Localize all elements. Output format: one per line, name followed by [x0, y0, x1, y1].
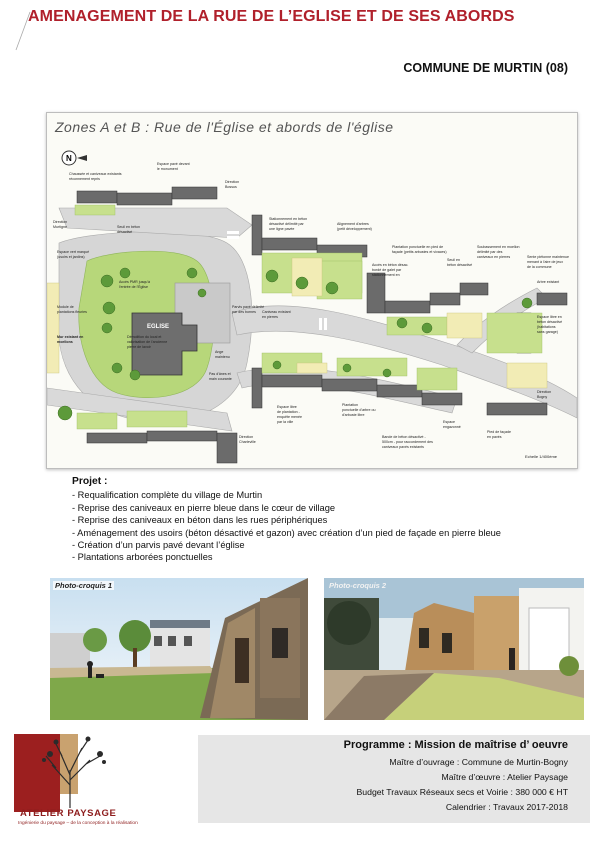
svg-text:Démolition du local et: Démolition du local et	[127, 335, 162, 339]
plan-drawing	[47, 113, 577, 468]
svg-text:Espace pavé devant: Espace pavé devant	[157, 162, 190, 166]
list-item: - Requalification complète du village de Murtin	[72, 490, 263, 501]
svg-text:(usoirs et jardins): (usoirs et jardins)	[57, 255, 85, 259]
svg-text:Espace libre en: Espace libre en	[537, 315, 562, 319]
programme-line: Maître d’œuvre : Atelier Paysage	[441, 772, 568, 782]
list-item: - Aménagement des usoirs (béton désactivé et gazon) avec création d’un pied de façade en pierre bleue	[72, 527, 501, 538]
svg-text:Accès PMR jusqu'à: Accès PMR jusqu'à	[119, 280, 151, 284]
svg-text:de la commune: de la commune	[527, 265, 552, 269]
plan-scale: Echelle 1/400ème	[525, 454, 558, 459]
svg-text:en pavés: en pavés	[487, 435, 502, 439]
svg-text:désactivé: désactivé	[117, 230, 133, 234]
svg-text:Stationnement en béton: Stationnement en béton	[269, 217, 308, 221]
svg-text:Direction: Direction	[53, 220, 68, 224]
svg-text:Espace: Espace	[443, 420, 455, 424]
programme-box	[198, 735, 590, 823]
svg-text:Plantation ponctuelle en pied: Plantation ponctuelle en pied de	[392, 245, 444, 249]
svg-text:béton désactivé: béton désactivé	[537, 320, 563, 324]
svg-text:Ange: Ange	[215, 350, 224, 354]
site-plan	[46, 112, 578, 469]
programme-line: Budget Travaux Réseaux secs et Voirie : 380 000 € HT	[356, 787, 568, 797]
svg-text:500cm - pour raccordement des: 500cm - pour raccordement des	[382, 440, 433, 444]
svg-text:sans garage): sans garage)	[537, 330, 558, 334]
svg-text:Direction: Direction	[537, 390, 552, 394]
svg-text:Bogny: Bogny	[537, 395, 548, 399]
church-label: EGLISE	[147, 324, 170, 330]
svg-text:délimité par des: délimité par des	[477, 250, 503, 254]
svg-text:moellons: moellons	[57, 340, 73, 344]
svg-text:Pas d'ânes et: Pas d'ânes et	[209, 372, 231, 376]
svg-text:l'entrée de l'Église: l'entrée de l'Église	[119, 285, 148, 289]
project-description	[72, 476, 501, 564]
svg-text:d'arbuste libre: d'arbuste libre	[342, 413, 365, 417]
svg-text:maintenu: maintenu	[215, 355, 230, 359]
list-item: - Création d’un parvis pavé devant l’église	[72, 540, 245, 551]
svg-text:ponctuelle d'arbre ou: ponctuelle d'arbre ou	[342, 408, 376, 412]
svg-text:Arbre existant: Arbre existant	[537, 280, 560, 284]
svg-text:Chaussée et caniveaux existant: Chaussée et caniveaux existants	[69, 172, 122, 176]
svg-text:une ligne pavée: une ligne pavée	[269, 227, 295, 231]
commune-name: COMMUNE DE MURTIN (08)	[403, 61, 568, 75]
list-item: - Reprise des caniveaux en béton dans les rues périphériques	[72, 515, 328, 526]
photo-sketch-2-image	[324, 578, 584, 720]
svg-text:réconnement repris: réconnement repris	[69, 177, 100, 181]
svg-text:Soubassement en moellon: Soubassement en moellon	[477, 245, 520, 249]
plan-title: Zones A et B : Rue de l'Église et abords de l'église	[55, 119, 394, 135]
svg-text:Module de: Module de	[57, 305, 74, 309]
svg-text:Direction: Direction	[225, 180, 240, 184]
svg-text:béton désactivé: béton désactivé	[447, 263, 473, 267]
svg-text:caniveaux pavés existants: caniveaux pavés existants	[382, 445, 424, 449]
svg-text:Plantation: Plantation	[342, 403, 358, 407]
list-item: - Reprise des caniveaux en pierre bleue dans le cœur de village	[72, 502, 336, 513]
svg-text:main courante: main courante	[209, 377, 232, 381]
svg-text:Espace vert marqué: Espace vert marqué	[57, 250, 90, 254]
svg-text:(habitations: (habitations	[537, 325, 556, 329]
programme-title: Programme : Mission de maîtrise d’ oeuvre	[343, 739, 568, 751]
svg-text:engazonné: engazonné	[443, 425, 461, 429]
svg-text:Parvis pavé délimité: Parvis pavé délimité	[232, 305, 265, 309]
svg-text:par la ville: par la ville	[277, 420, 294, 424]
svg-text:Sente piétonne maintenue: Sente piétonne maintenue	[527, 255, 569, 259]
svg-text:stationnement en: stationnement en	[372, 273, 400, 277]
svg-text:Seuil en béton: Seuil en béton	[117, 225, 140, 229]
svg-text:enquête menée: enquête menée	[277, 415, 302, 419]
photo-sketch-1-caption: Photo-croquis 1	[55, 581, 113, 590]
svg-text:Charleville: Charleville	[239, 440, 256, 444]
svg-text:en pierres: en pierres	[262, 315, 278, 319]
project-heading: Projet :	[72, 476, 108, 487]
svg-text:Pied de façade: Pied de façade	[487, 430, 511, 434]
north-label: N	[66, 154, 72, 163]
svg-text:(petit développement): (petit développement)	[337, 227, 372, 231]
photo-sketch-1-image	[50, 578, 308, 720]
svg-text:par des bornes: par des bornes	[232, 310, 256, 314]
svg-text:Accès en béton désac.: Accès en béton désac.	[372, 263, 409, 267]
svg-text:façade (petits arbustes et viv: façade (petits arbustes et vivaces)	[392, 250, 447, 254]
svg-text:désactivé délimité par: désactivé délimité par	[269, 222, 304, 226]
list-item: - Plantations arborées ponctuelles	[72, 552, 213, 563]
logo-tagline: Ingénierie du paysage – de la conception à la réalisation	[18, 821, 138, 826]
svg-text:plantations fleuries: plantations fleuries	[57, 310, 87, 314]
project-list	[72, 489, 501, 563]
svg-text:valorisation de l'ancienne: valorisation de l'ancienne	[127, 340, 168, 344]
svg-text:Caniveau existant: Caniveau existant	[262, 310, 291, 314]
photo-sketch-2	[324, 578, 584, 720]
svg-text:Murtigne: Murtigne	[53, 225, 67, 229]
svg-text:Seuil en: Seuil en	[447, 258, 460, 262]
logo-name: ATELIER PAYSAGE	[20, 808, 117, 819]
svg-text:bordé de galet par: bordé de galet par	[372, 268, 402, 272]
svg-text:de plantation -: de plantation -	[277, 410, 300, 414]
programme-line: Maître d’ouvrage : Commune de Murtin-Bogny	[389, 757, 568, 767]
svg-text:Mur existant en: Mur existant en	[57, 335, 84, 339]
svg-text:caniveaux en pierres: caniveaux en pierres	[477, 255, 511, 259]
svg-text:le monument: le monument	[157, 167, 178, 171]
svg-text:Espace libre: Espace libre	[277, 405, 297, 409]
svg-text:menant à l'aire de jeux: menant à l'aire de jeux	[527, 260, 564, 264]
svg-text:Bossus: Bossus	[225, 185, 237, 189]
programme-line: Calendrier : Travaux 2017-2018	[445, 802, 568, 812]
svg-text:pierre de lavoir: pierre de lavoir	[127, 345, 151, 349]
photo-sketch-1	[50, 578, 308, 720]
svg-text:Alignement d'arbres: Alignement d'arbres	[337, 222, 369, 226]
photo-sketch-2-caption: Photo-croquis 2	[329, 581, 387, 590]
svg-text:Bande de béton désactivé -: Bande de béton désactivé -	[382, 435, 426, 439]
svg-text:Direction: Direction	[239, 435, 254, 439]
page-title: AMENAGEMENT DE LA RUE DE L’EGLISE ET DE SES ABORDS	[28, 8, 515, 25]
north-arrow-icon	[62, 151, 87, 165]
